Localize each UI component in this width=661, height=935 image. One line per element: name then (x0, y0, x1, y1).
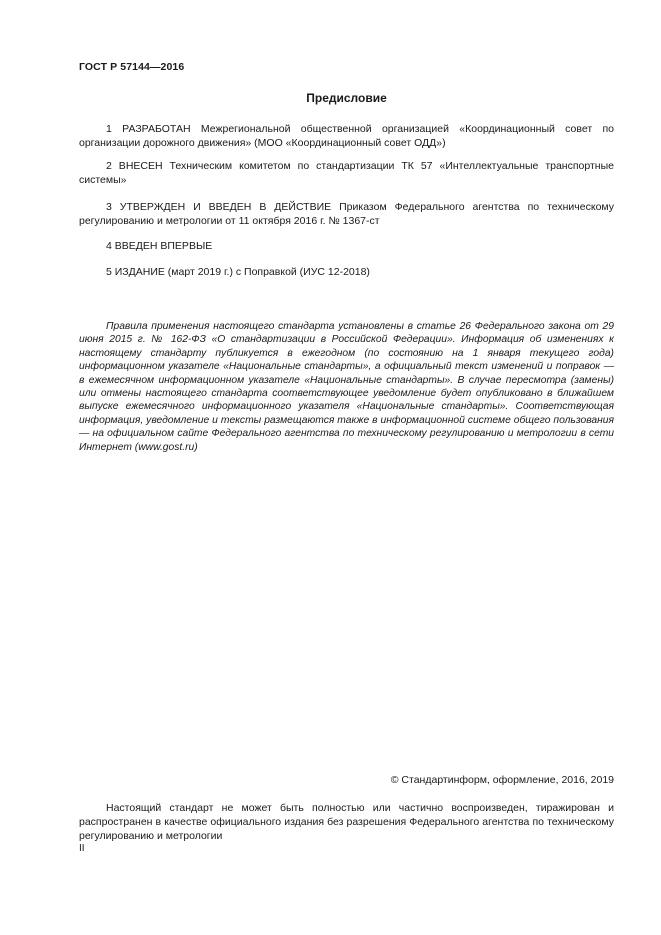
page-title: Предисловие (306, 91, 387, 105)
application-rules-note: Правила применения настоящего стандарта установлены в статье 26 Федерального закона от 29 июня 2015 г. № 162-ФЗ «О стандартизации в Российской Федерации». Информация об изменениях к настоящему стандарту публикуется в ежегодном (по состоянию на 1 января текущего года) информационном указателе «Национальные стандарты», а официальный текст изменений и поправок — в ежемесячном информационном указателе «Национальные стандарты». В случае пересмотра (замены) или отмены настоящего стандарта соответствующее уведомление будет опубликовано в ближайшем выпуске ежемесячного информационного указателя «Национальные стандарты». Соответствующая информация, уведомление и тексты размещаются также в информационной системе общего пользования — на официальном сайте Федерального агентства по техническому регулированию и метрологии в сети Интернет (www.gost.ru) (79, 321, 614, 453)
paragraph-first-introduced: 4 ВВЕДЕН ВПЕРВЫЕ (106, 240, 213, 252)
paragraph-approved: 3 УТВЕРЖДЕН И ВВЕДЕН В ДЕЙСТВИЕ Приказом Федерального агентства по техническому регулированию и метрологии от 11 октября 2016 г. № 1367-ст (79, 201, 614, 227)
page-number: II (79, 843, 85, 854)
copyright-notice: © Стандартинформ, оформление, 2016, 2019 (390, 774, 614, 786)
paragraph-developed-by: 1 РАЗРАБОТАН Межрегиональной общественной организацией «Координационный совет по организации дорожного движения» (МОО «Координационный совет ОДД») (79, 123, 614, 149)
paragraph-introduced-by: 2 ВНЕСЕН Техническим комитетом по стандартизации ТК 57 «Интеллектуальные транспортные системы» (79, 160, 614, 186)
document-code: ГОСТ Р 57144—2016 (79, 61, 185, 73)
paragraph-edition: 5 ИЗДАНИЕ (март 2019 г.) с Поправкой (ИУС 12-2018) (106, 266, 370, 278)
reproduction-notice: Настоящий стандарт не может быть полностью или частично воспроизведен, тиражирован и распространен в качестве официального издания без разрешения Федерального агентства по техническому регулированию и метрологии (79, 802, 614, 842)
